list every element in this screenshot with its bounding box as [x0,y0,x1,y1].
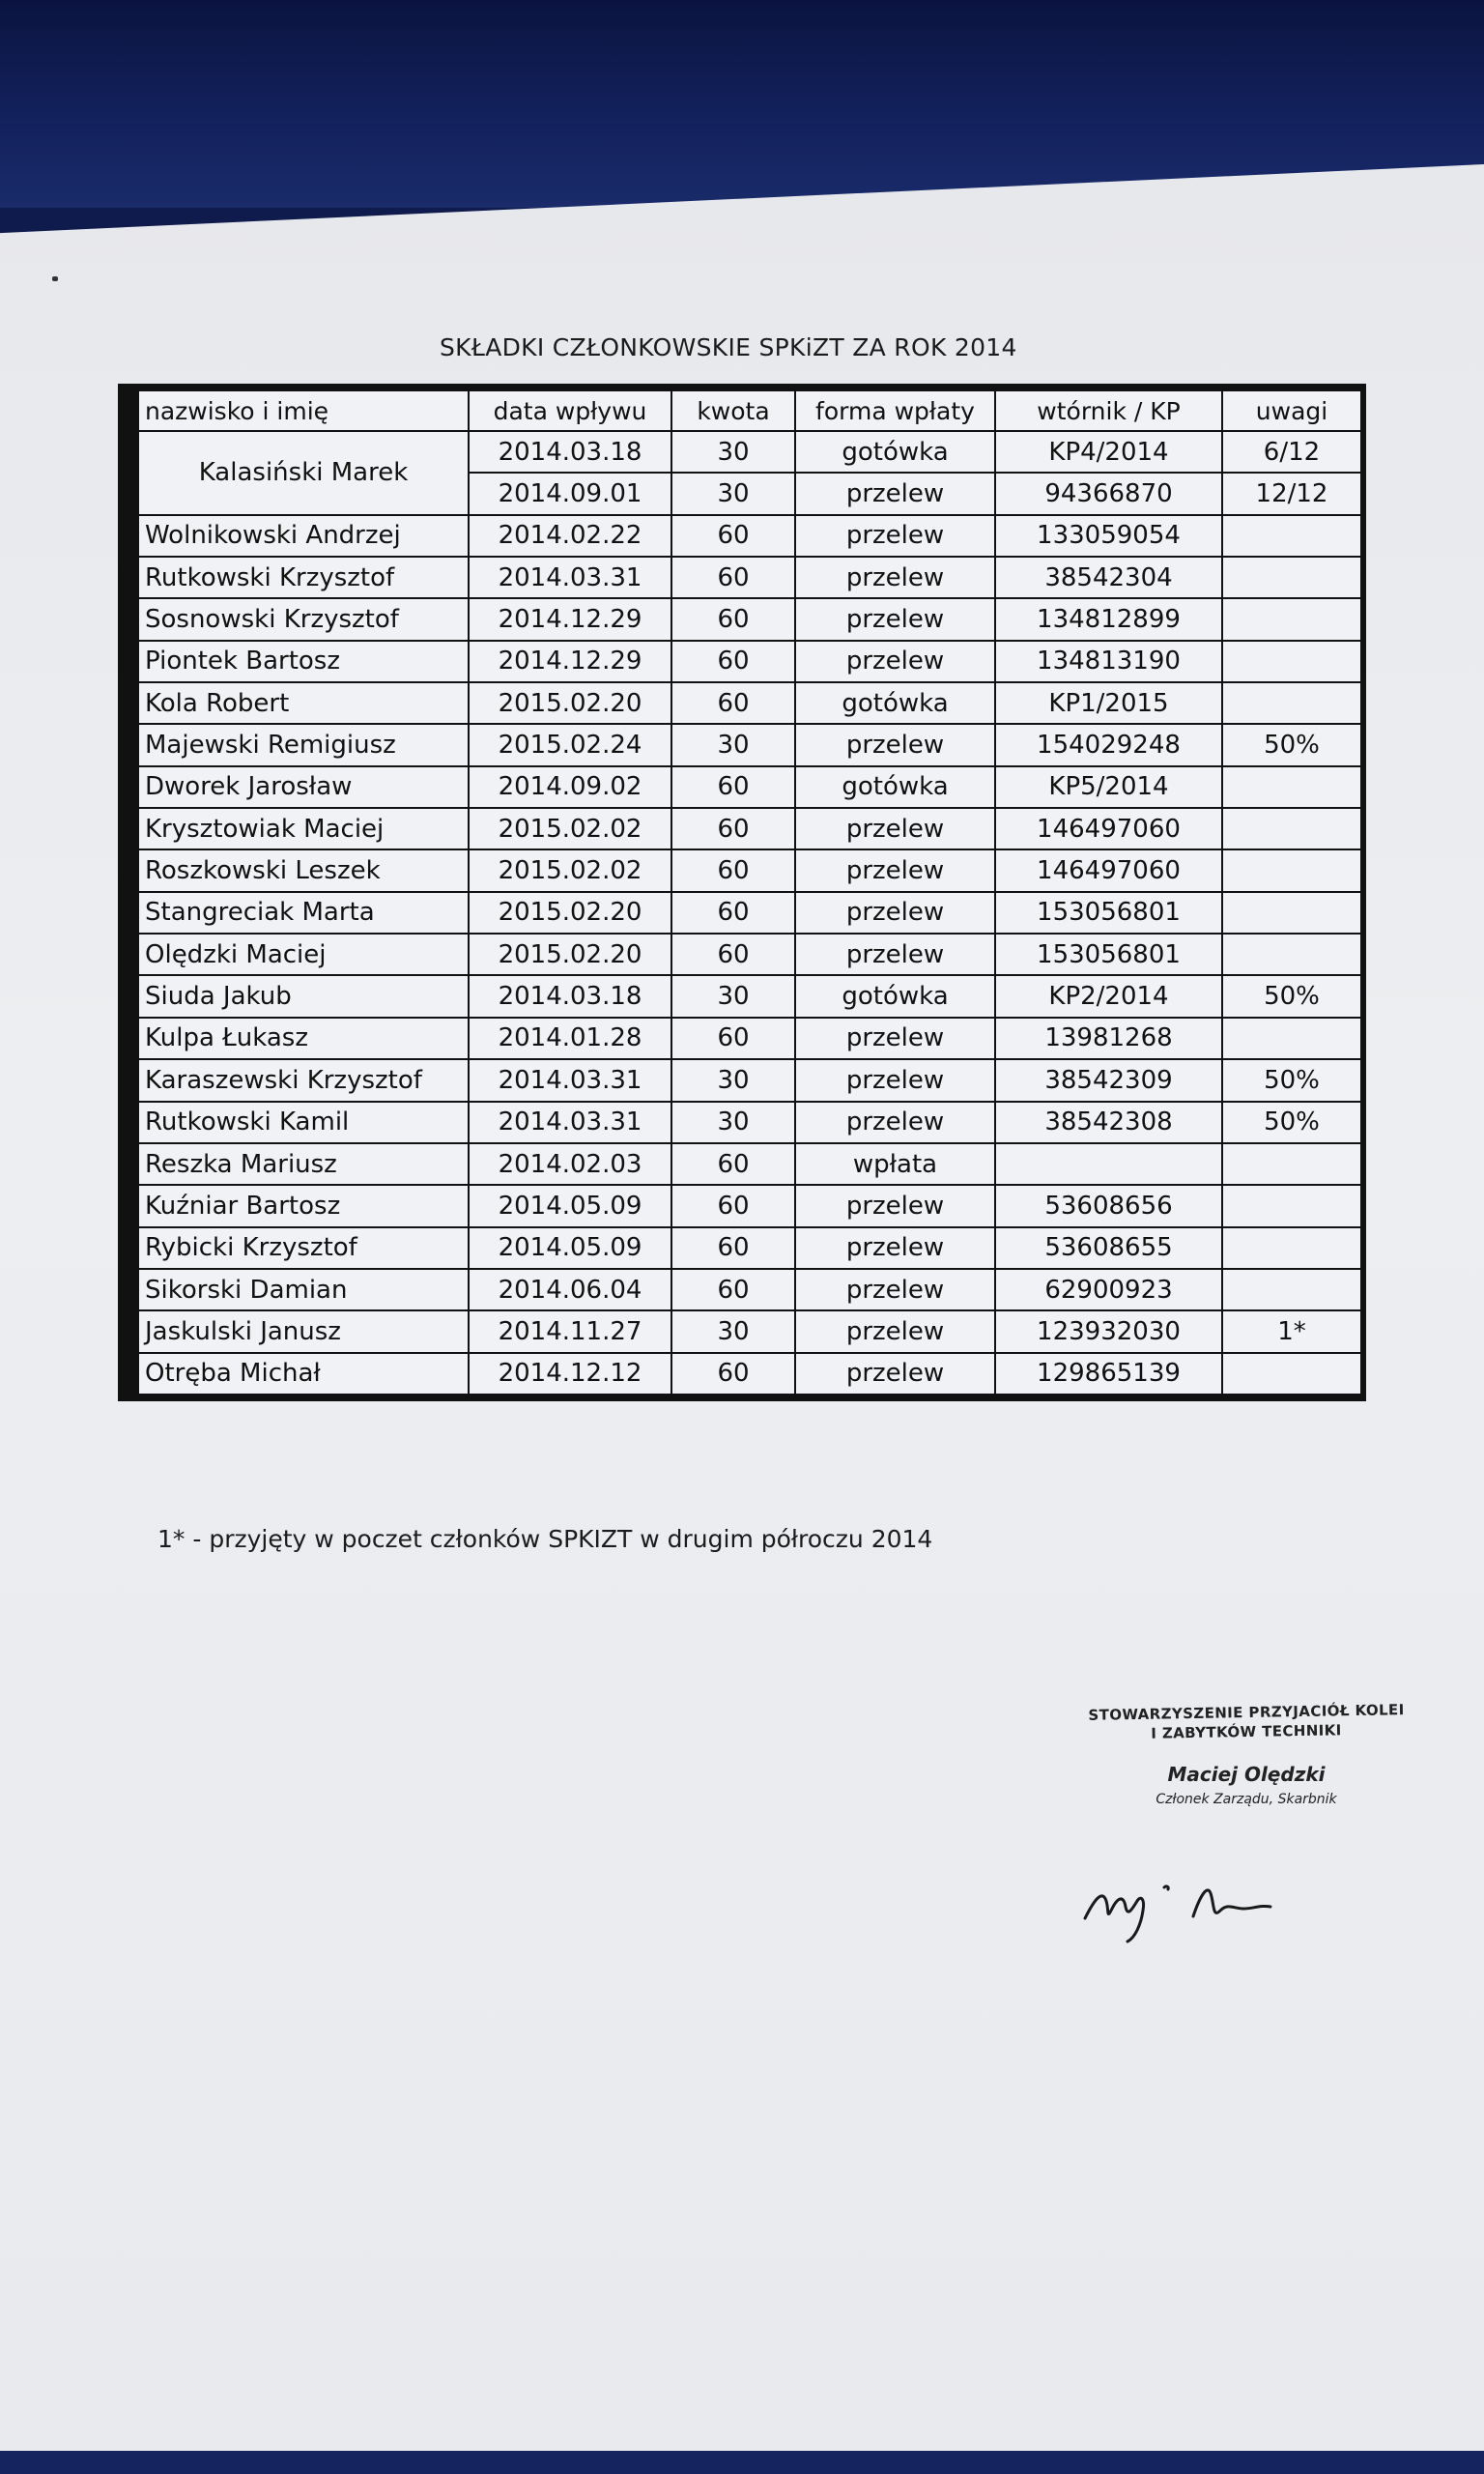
cell-notes [1222,1353,1361,1395]
cell-receipt: 13981268 [995,1018,1222,1059]
cell-amount: 30 [671,1059,795,1101]
table-row [138,1269,1361,1310]
cell-name: Krysztowiak Maciej [138,808,469,849]
cell-notes [1222,1185,1361,1226]
cell-amount: 60 [671,849,795,891]
cell-name: Olędzki Maciej [138,934,469,975]
cell-name: Jaskulski Janusz [138,1310,469,1352]
cell-name: Karaszewski Krzysztof [138,1059,469,1101]
cell-amount: 60 [671,1227,795,1269]
table-row [138,934,1361,975]
cell-notes [1222,641,1361,682]
cell-amount: 30 [671,724,795,765]
cell-amount: 30 [671,473,795,514]
cell-date: 2014.01.28 [469,1018,671,1059]
cell-date: 2014.03.18 [469,431,671,473]
cell-notes [1222,766,1361,808]
cell-notes: 6/12 [1222,431,1361,473]
table-row [138,975,1361,1017]
cell-payment-form: przelew [795,1059,995,1101]
cell-payment-form: przelew [795,934,995,975]
cell-payment-form: przelew [795,808,995,849]
table-row [138,1310,1361,1352]
cell-date: 2014.03.18 [469,975,671,1017]
cell-payment-form: przelew [795,1269,995,1310]
cell-name: Otręba Michał [138,1353,469,1395]
cell-amount: 60 [671,515,795,557]
table-row [138,682,1361,724]
cell-name: Wolnikowski Andrzej [138,515,469,557]
cell-payment-form: przelew [795,515,995,557]
cell-name: Sosnowski Krzysztof [138,598,469,640]
cell-name: Stangreciak Marta [138,892,469,934]
cell-payment-form: gotówka [795,431,995,473]
cell-receipt: 62900923 [995,1269,1222,1310]
cell-date: 2014.02.22 [469,515,671,557]
cell-receipt: 129865139 [995,1353,1222,1395]
cell-notes [1222,849,1361,891]
col-header-receipt: wtórnik / KP [995,390,1222,431]
cell-date: 2014.03.31 [469,1102,671,1143]
table-row [138,598,1361,640]
cell-receipt [995,1143,1222,1185]
cell-date: 2014.12.29 [469,641,671,682]
stamp-name: Maciej Olędzki [1167,1763,1326,1786]
cell-name: Dworek Jarosław [138,766,469,808]
cell-name: Sikorski Damian [138,1269,469,1310]
cell-receipt: 53608655 [995,1227,1222,1269]
cell-payment-form: gotówka [795,975,995,1017]
cell-receipt: 146497060 [995,849,1222,891]
table-row [138,724,1361,765]
cell-receipt: 94366870 [995,473,1222,514]
cell-payment-form: przelew [795,1102,995,1143]
col-header-payment-form: forma wpłaty [795,390,995,431]
cell-payment-form: gotówka [795,682,995,724]
table-row [138,1018,1361,1059]
cell-notes [1222,1227,1361,1269]
col-header-amount: kwota [671,390,795,431]
cell-payment-form: przelew [795,1310,995,1352]
cell-notes: 50% [1222,724,1361,765]
table-row [138,849,1361,891]
cell-name: Siuda Jakub [138,975,469,1017]
table-row [138,1143,1361,1185]
background-bottom-band [0,2451,1484,2474]
cell-amount: 60 [671,892,795,934]
cell-amount: 60 [671,808,795,849]
cell-date: 2014.02.03 [469,1143,671,1185]
cell-payment-form: przelew [795,892,995,934]
cell-date: 2015.02.24 [469,724,671,765]
association-stamp [1053,1703,1440,1807]
cell-payment-form: przelew [795,1227,995,1269]
cell-receipt: KP5/2014 [995,766,1222,808]
cell-date: 2015.02.20 [469,892,671,934]
cell-notes [1222,934,1361,975]
stamp-role: Członek Zarządu, Skarbnik [1156,1792,1337,1807]
cell-name: Rutkowski Kamil [138,1102,469,1143]
cell-date: 2015.02.02 [469,808,671,849]
cell-notes: 50% [1222,975,1361,1017]
cell-receipt: 146497060 [995,808,1222,849]
paper-speck [52,276,58,281]
cell-amount: 60 [671,682,795,724]
cell-receipt: 153056801 [995,892,1222,934]
cell-receipt: 154029248 [995,724,1222,765]
cell-amount: 60 [671,1018,795,1059]
cell-notes: 12/12 [1222,473,1361,514]
table-row [138,431,1361,473]
cell-name: Kola Robert [138,682,469,724]
cell-name: Kulpa Łukasz [138,1018,469,1059]
cell-payment-form: przelew [795,1353,995,1395]
table-frame [118,384,1366,1401]
cell-amount: 60 [671,766,795,808]
cell-name: Kalasiński Marek [138,431,469,515]
cell-payment-form: przelew [795,557,995,598]
cell-payment-form: przelew [795,724,995,765]
stamp-org-line2: I ZABYTKÓW TECHNIKI [1151,1721,1342,1742]
cell-amount: 60 [671,1185,795,1226]
cell-amount: 30 [671,431,795,473]
col-header-date: data wpływu [469,390,671,431]
cell-name: Piontek Bartosz [138,641,469,682]
table-header-row [138,390,1361,431]
table-row [138,892,1361,934]
cell-date: 2014.09.02 [469,766,671,808]
cell-amount: 30 [671,1102,795,1143]
table-row [138,1102,1361,1143]
cell-name: Kuźniar Bartosz [138,1185,469,1226]
cell-amount: 60 [671,598,795,640]
cell-payment-form: przelew [795,1018,995,1059]
cell-amount: 60 [671,1269,795,1310]
cell-notes [1222,808,1361,849]
cell-notes: 50% [1222,1059,1361,1101]
cell-payment-form: przelew [795,641,995,682]
cell-receipt: 123932030 [995,1310,1222,1352]
table-row [138,515,1361,557]
table-row [138,1353,1361,1395]
cell-payment-form: gotówka [795,766,995,808]
cell-amount: 60 [671,557,795,598]
cell-name: Reszka Mariusz [138,1143,469,1185]
cell-receipt: KP4/2014 [995,431,1222,473]
table-row [138,1185,1361,1226]
cell-name: Rybicki Krzysztof [138,1227,469,1269]
cell-date: 2015.02.20 [469,934,671,975]
cell-amount: 30 [671,1310,795,1352]
cell-date: 2014.03.31 [469,1059,671,1101]
cell-amount: 60 [671,1353,795,1395]
cell-notes: 1* [1222,1310,1361,1352]
col-header-notes: uwagi [1222,390,1361,431]
cell-receipt: KP1/2015 [995,682,1222,724]
cell-date: 2014.12.29 [469,598,671,640]
cell-date: 2014.12.12 [469,1353,671,1395]
cell-payment-form: wpłata [795,1143,995,1185]
table-row [138,557,1361,598]
cell-name: Majewski Remigiusz [138,724,469,765]
cell-receipt: 133059054 [995,515,1222,557]
cell-receipt: 53608656 [995,1185,1222,1226]
table-row [138,1227,1361,1269]
cell-payment-form: przelew [795,849,995,891]
cell-date: 2014.09.01 [469,473,671,514]
cell-name: Roszkowski Leszek [138,849,469,891]
cell-payment-form: przelew [795,1185,995,1226]
cell-notes [1222,515,1361,557]
cell-amount: 60 [671,641,795,682]
cell-date: 2014.05.09 [469,1227,671,1269]
cell-notes [1222,1143,1361,1185]
table-row [138,766,1361,808]
cell-notes: 50% [1222,1102,1361,1143]
cell-notes [1222,682,1361,724]
cell-notes [1222,557,1361,598]
cell-date: 2014.03.31 [469,557,671,598]
cell-notes [1222,598,1361,640]
cell-amount: 30 [671,975,795,1017]
table-row [138,641,1361,682]
handwritten-signature [1077,1860,1328,1947]
cell-date: 2014.11.27 [469,1310,671,1352]
cell-receipt: 38542304 [995,557,1222,598]
cell-payment-form: przelew [795,473,995,514]
cell-date: 2015.02.02 [469,849,671,891]
stamp-org-line1: STOWARZYSZENIE PRZYJACIÓŁ KOLEI [1088,1701,1405,1724]
cell-notes [1222,1269,1361,1310]
cell-payment-form: przelew [795,598,995,640]
col-header-name: nazwisko i imię [138,390,469,431]
cell-notes [1222,892,1361,934]
cell-receipt: 38542308 [995,1102,1222,1143]
cell-receipt: 38542309 [995,1059,1222,1101]
cell-amount: 60 [671,1143,795,1185]
cell-amount: 60 [671,934,795,975]
cell-date: 2014.05.09 [469,1185,671,1226]
cell-receipt: 134812899 [995,598,1222,640]
cell-notes [1222,1018,1361,1059]
contributions-table [137,389,1362,1395]
cell-receipt: KP2/2014 [995,975,1222,1017]
cell-name: Rutkowski Krzysztof [138,557,469,598]
cell-receipt: 134813190 [995,641,1222,682]
cell-receipt: 153056801 [995,934,1222,975]
cell-date: 2015.02.20 [469,682,671,724]
table-row [138,808,1361,849]
cell-date: 2014.06.04 [469,1269,671,1310]
table-row [138,1059,1361,1101]
document-title: SKŁADKI CZŁONKOWSKIE SPKiZT ZA ROK 2014 [440,333,1017,361]
footnote: 1* - przyjęty w poczet członków SPKIZT w drugim półroczu 2014 [157,1525,933,1553]
